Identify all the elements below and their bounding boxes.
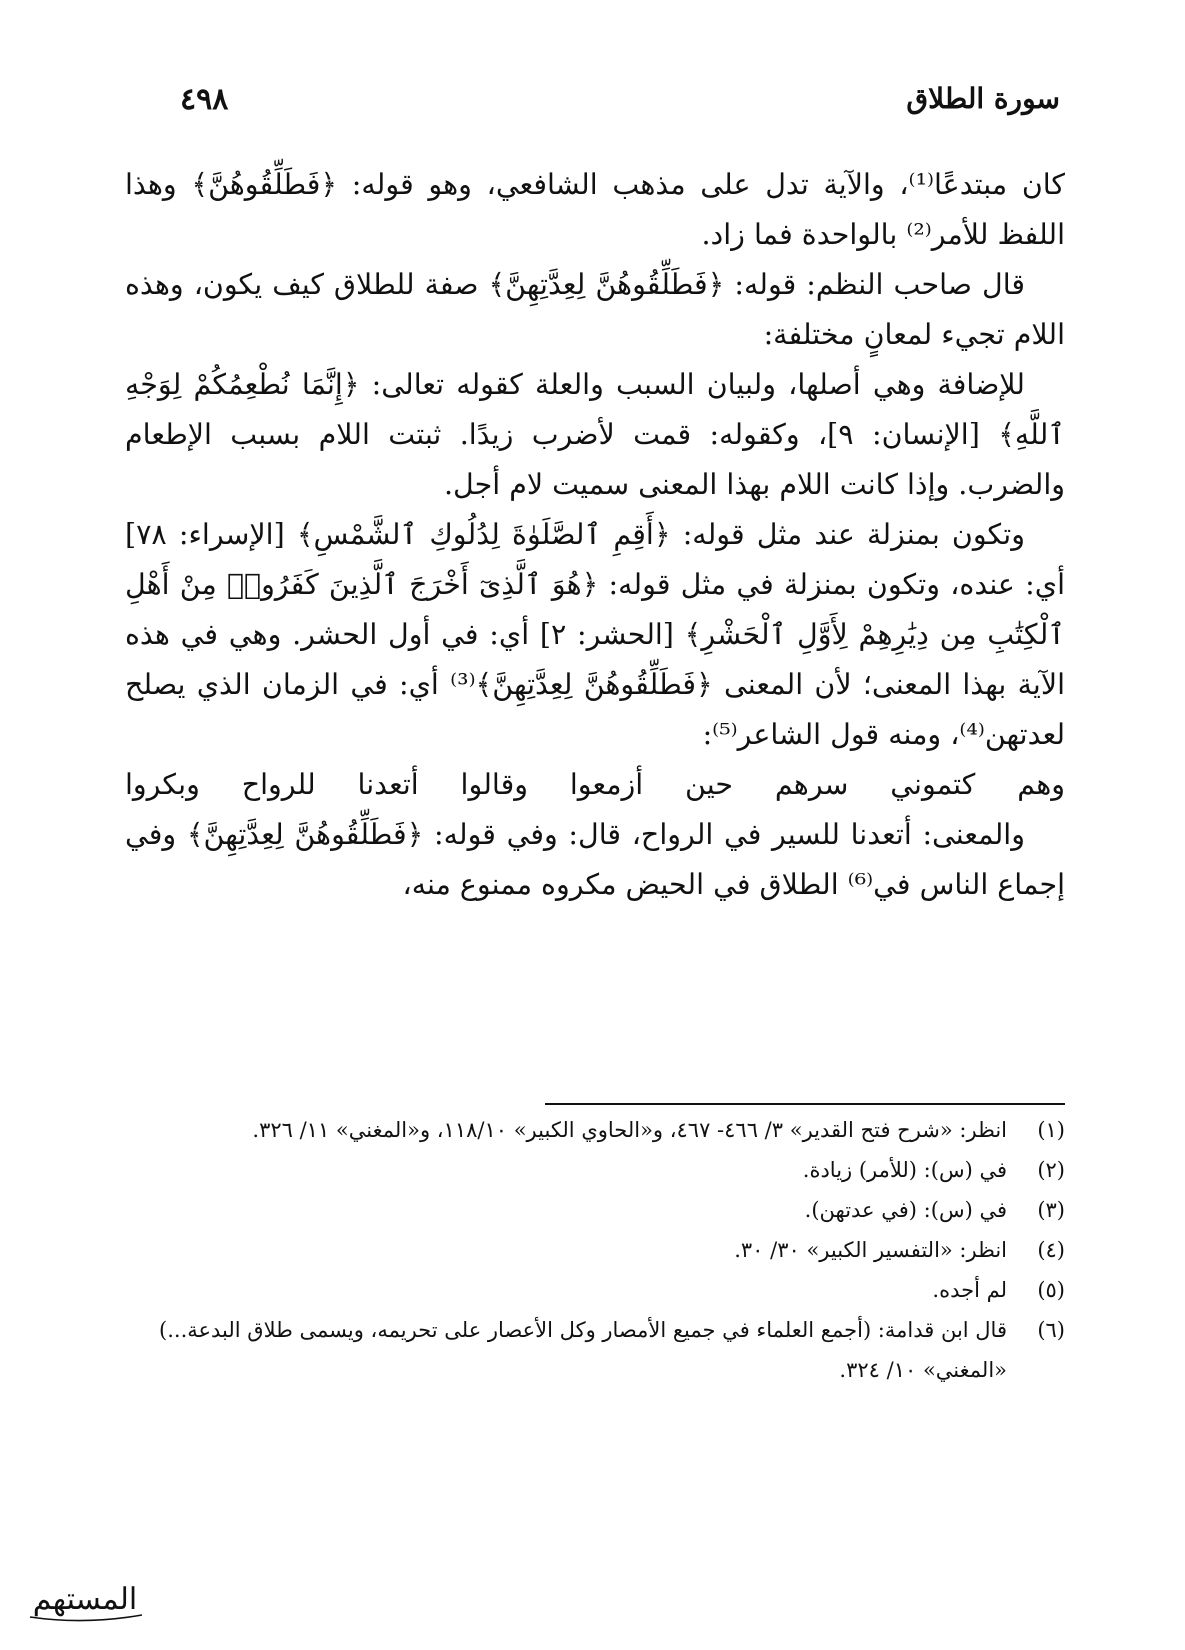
surah-title: سورة الطلاق (906, 82, 1060, 115)
footnote (120, 1230, 1065, 1270)
logo-text: المستهم (32, 1582, 138, 1617)
paragraph: وتكون بمنزلة عند مثل قوله: ﴿أَقِمِ ٱلصَّلَوٰةَ لِدُلُوكِ ٱلشَّمْسِ﴾ [الإسراء: ٧٨] أي: عنده، وتكون بمنزلة في مثل قوله: ﴿هُوَ ٱلَّذِىٓ أَخْرَجَ ٱلَّذِينَ كَفَرُوا۟ مِنْ أَهْلِ ٱلْكِتَٰبِ مِن دِيَٰرِهِمْ لِأَوَّلِ ٱلْحَشْرِ﴾ [الحشر: ٢] أي: في أول الحشر. وهي في هذه الآية بهذا المعنى؛ لأن المعنى ﴿فَطَلِّقُوهُنَّ لِعِدَّتِهِنَّ﴾⁽³⁾ أي: في الزمان الذي يصلح لعدتهن⁽⁴⁾، ومنه قول الشاعر⁽⁵⁾: (125, 518, 1065, 751)
footnote-text: لم أجده. (932, 1278, 1007, 1302)
footnote (120, 1270, 1065, 1310)
footnote-number: (٣) (1037, 1198, 1065, 1222)
footnote-text: انظر: «شرح فتح القدير» ٣/ ٤٦٦- ٤٦٧، و«الحاوي الكبير» ١١٨/١٠، و«المغني» ١١/ ٣٢٦. (252, 1118, 1007, 1142)
footnote-number: (٤) (1037, 1238, 1065, 1262)
footnote (120, 1190, 1065, 1230)
page-number: ٤٩٨ (180, 82, 229, 117)
footnote (120, 1150, 1065, 1190)
paragraph: قال صاحب النظم: قوله: ﴿فَطَلِّقُوهُنَّ لِعِدَّتِهِنَّ﴾ صفة للطلاق كيف يكون، وهذه اللام تجيء لمعانٍ مختلفة: (125, 268, 1065, 351)
poetry-verse: وهم كتموني سرهم حين أزمعوا وقالوا أتعدنا للرواح وبكروا (125, 768, 1065, 801)
footnote-divider (545, 1103, 1065, 1105)
paragraph: كان مبتدعًا⁽¹⁾، والآية تدل على مذهب الشافعي، وهو قوله: ﴿فَطَلِّقُوهُنَّ﴾ وهذا اللفظ للأمر⁽²⁾ بالواحدة فما زاد. (125, 168, 1066, 251)
footnote (120, 1310, 1065, 1390)
watermark-logo (10, 1565, 160, 1635)
footnote (120, 1110, 1065, 1150)
footnote-text: في (س): (للأمر) زيادة. (802, 1158, 1007, 1182)
footnote-text: في (س): (في عدتهن). (804, 1198, 1007, 1222)
paragraph: والمعنى: أتعدنا للسير في الرواح، قال: وفي قوله: ﴿فَطَلِّقُوهُنَّ لِعِدَّتِهِنَّ﴾ وفي إجماع الناس في⁽⁶⁾ الطلاق في الحيض مكروه ممنوع منه، (125, 818, 1065, 901)
paragraph: للإضافة وهي أصلها، ولبيان السبب والعلة كقوله تعالى: ﴿إِنَّمَا نُطْعِمُكُمْ لِوَجْهِ ٱللَّهِ﴾ [الإنسان: ٩]، وكقوله: قمت لأضرب زيدًا. ثبتت اللام بسبب الإطعام والضرب. وإذا كانت اللام بهذا المعنى سميت لام أجل. (125, 368, 1065, 501)
footnote-text: قال ابن قدامة: (أجمع العلماء في جميع الأمصار وكل الأعصار على تحريمه، ويسمى طلاق البدعة...) «المغني» ١٠/ ٣٢٤. (159, 1318, 1007, 1382)
footnote-number: (٢) (1037, 1158, 1065, 1182)
footnote-number: (٥) (1037, 1278, 1065, 1302)
page-header (180, 82, 1060, 132)
footnote-text: انظر: «التفسير الكبير» ٣٠/ ٣٠. (734, 1238, 1007, 1262)
footnote-number: (٦) (1037, 1318, 1065, 1342)
main-text (125, 160, 1065, 910)
footnotes (120, 1110, 1065, 1390)
footnote-number: (١) (1037, 1118, 1065, 1142)
